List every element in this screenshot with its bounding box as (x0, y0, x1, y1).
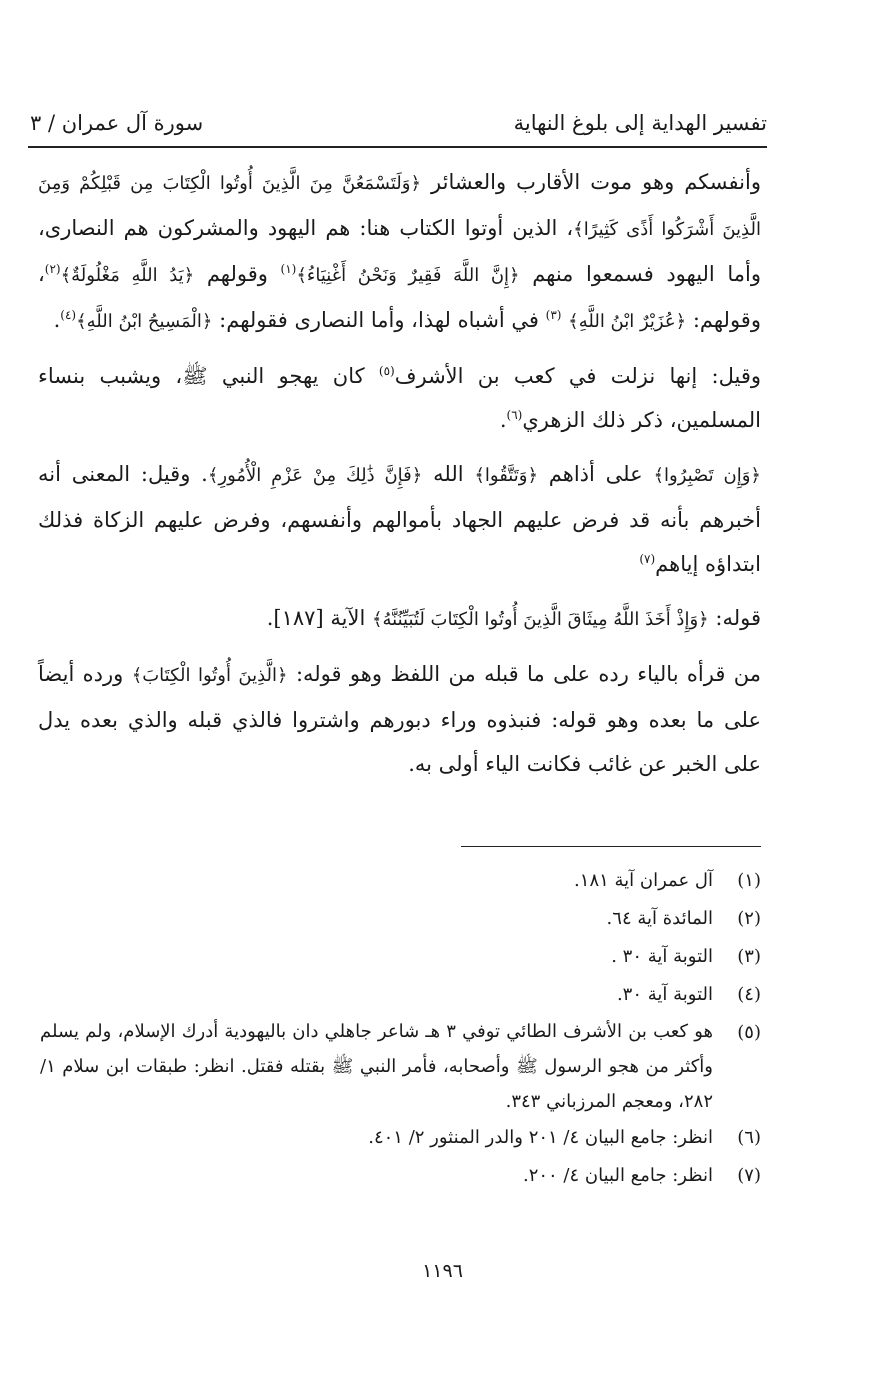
paragraph-5 (38, 652, 761, 786)
paragraph-1 (38, 160, 761, 344)
footnote-text: انظر: جامع البيان ٤/ ٢٠١ والدر المنثور ٢/ ٤٠١. (368, 1127, 713, 1148)
quran-verse: ﴿الْمَسِيحُ ابْنُ اللَّهِ﴾ (76, 311, 213, 332)
text-span: قوله: (715, 606, 761, 630)
text-span: ، وقولهم: (38, 262, 761, 332)
quran-verse: ﴿وَإِذْ أَخَذَ اللَّهُ مِيثَاقَ الَّذِينَ أُوتُوا الْكِتَابَ لَتُبَيِّنُنَّهُ﴾ (371, 609, 709, 630)
text-span: . (499, 408, 507, 432)
footnote-text: آل عمران آية ١٨١. (574, 870, 713, 891)
footnote-ref[interactable]: (٦) (506, 408, 523, 422)
footnote-number: (٦) (737, 1127, 761, 1148)
text-span: في أشباه لهذا، وأما النصارى فقولهم: (219, 308, 539, 332)
footnote-number: (٣) (737, 946, 761, 967)
quran-verse: ﴿وَتَتَّقُوا﴾ (474, 465, 538, 486)
text-span: . وقيل: المعنى أنه أخبرهم بأنه قد فرض عليهم الجهاد بأموالهم وأنفسهم، وفرض عليهم الزكاة فذلك ابتداؤه إياهم (38, 462, 761, 576)
footnote-ref[interactable]: (٣) (545, 308, 562, 322)
footnote-item (40, 976, 761, 1014)
footnote-text: التوبة آية ٣٠. (616, 984, 713, 1005)
main-text (38, 160, 761, 786)
verse-number: [١٨٧]. (266, 606, 324, 630)
footnote-item (40, 862, 761, 900)
quran-verse: ﴿يَدُ اللَّهِ مَغْلُولَةٌ﴾ (60, 265, 195, 286)
footnote-number: (٢) (737, 908, 761, 929)
footnote-item (40, 938, 761, 976)
running-header (30, 95, 767, 135)
book-title: تفسير الهداية إلى بلوغ النهاية (513, 111, 767, 135)
footnote-item (40, 900, 761, 938)
paragraph-4 (38, 596, 761, 642)
quran-verse: ﴿إِنَّ اللَّهَ فَقِيرٌ وَنَحْنُ أَغْنِيَاءُ﴾ (296, 265, 520, 286)
text-span: . (53, 308, 61, 332)
text-span: كان يهجو النبي ﷺ، ويشبب بنساء المسلمين، ذكر ذلك الزهري (38, 364, 761, 432)
quran-verse: ﴿عُزَيْرٌ ابْنُ اللَّهِ﴾ (568, 311, 687, 332)
quran-verse: ﴿وَإِن تَصْبِرُوا﴾ (653, 465, 761, 486)
text-span: الآية (330, 606, 366, 630)
footnote-ref[interactable]: (٤) (60, 308, 77, 322)
header-rule (28, 146, 767, 148)
footnote-ref[interactable]: (١) (280, 262, 297, 276)
text-span: الله (433, 462, 464, 486)
footnote-number: (٤) (737, 984, 761, 1005)
footnote-rule (461, 846, 761, 847)
footnote-ref[interactable]: (٥) (378, 364, 395, 378)
footnote-text: انظر: جامع البيان ٤/ ٢٠٠. (522, 1165, 713, 1186)
text-span: وقيل: إنها نزلت في كعب بن الأشرف (394, 364, 762, 388)
text-span: على أذاهم (548, 462, 643, 486)
text-span: ، الذين أوتوا الكتاب هنا: هم اليهود والمشركون هم النصارى، وأما اليهود فسمعوا منهم (38, 216, 761, 286)
text-span: من قرأه بالياء رده على ما قبله من اللفظ وهو قوله: (295, 662, 761, 686)
surah-label: سورة آل عمران / ٣ (30, 111, 204, 135)
footnote-ref[interactable]: (٢) (44, 262, 61, 276)
footnote-item (40, 1157, 761, 1195)
footnote-text: التوبة آية ٣٠ . (611, 946, 713, 967)
page-number: ١١٩٦ (422, 1260, 463, 1282)
text-span: وقولهم (206, 262, 268, 286)
footnote-text: المائدة آية ٦٤. (606, 908, 713, 929)
footnote-number: (٧) (737, 1165, 761, 1186)
text-span: ورده أيضاً على ما بعده وهو قوله: فنبذوه وراء دبورهم واشتروا فالذي قبله والذي بعده يدل على الخبر عن غائب فكانت الياء أولى به. (38, 662, 761, 776)
quran-verse: ﴿الَّذِينَ أُوتُوا الْكِتَابَ﴾ (131, 665, 288, 686)
footnote-ref[interactable]: (٧) (639, 552, 656, 566)
text-span: وأنفسكم وهو موت الأقارب والعشائر (431, 170, 761, 194)
footnote-item (40, 1119, 761, 1157)
footnote-number: (٥) (737, 1022, 761, 1043)
quran-verse: ﴿فَإِنَّ ذَٰلِكَ مِنْ عَزْمِ الْأُمُورِ﴾ (207, 465, 423, 486)
footnote-text: هو كعب بن الأشرف الطائي توفي ٣ هـ شاعر جاهلي دان باليهودية أدرك الإسلام، ولم يسلم وأكثر من هجو الرسول ﷺ وأصحابه، فأمر النبي ﷺ بقتله فقتل. انظر: طبقات ابن سلام ١/ ٢٨٢، ومعجم المرزباني ٣٤٣. (40, 1021, 713, 1112)
footnote-number: (١) (737, 870, 761, 891)
paragraph-2 (38, 354, 761, 442)
footnote-item (40, 1014, 761, 1119)
footnotes (40, 862, 761, 1195)
paragraph-3 (38, 452, 761, 586)
quran-verse: ﴿وَلَتَسْمَعُنَّ مِنَ الَّذِينَ أُوتُوا الْكِتَابَ مِن قَبْلِكُمْ وَمِنَ الَّذِينَ أَشْرَكُوا أَذًى كَثِيرًا﴾ (38, 173, 761, 240)
